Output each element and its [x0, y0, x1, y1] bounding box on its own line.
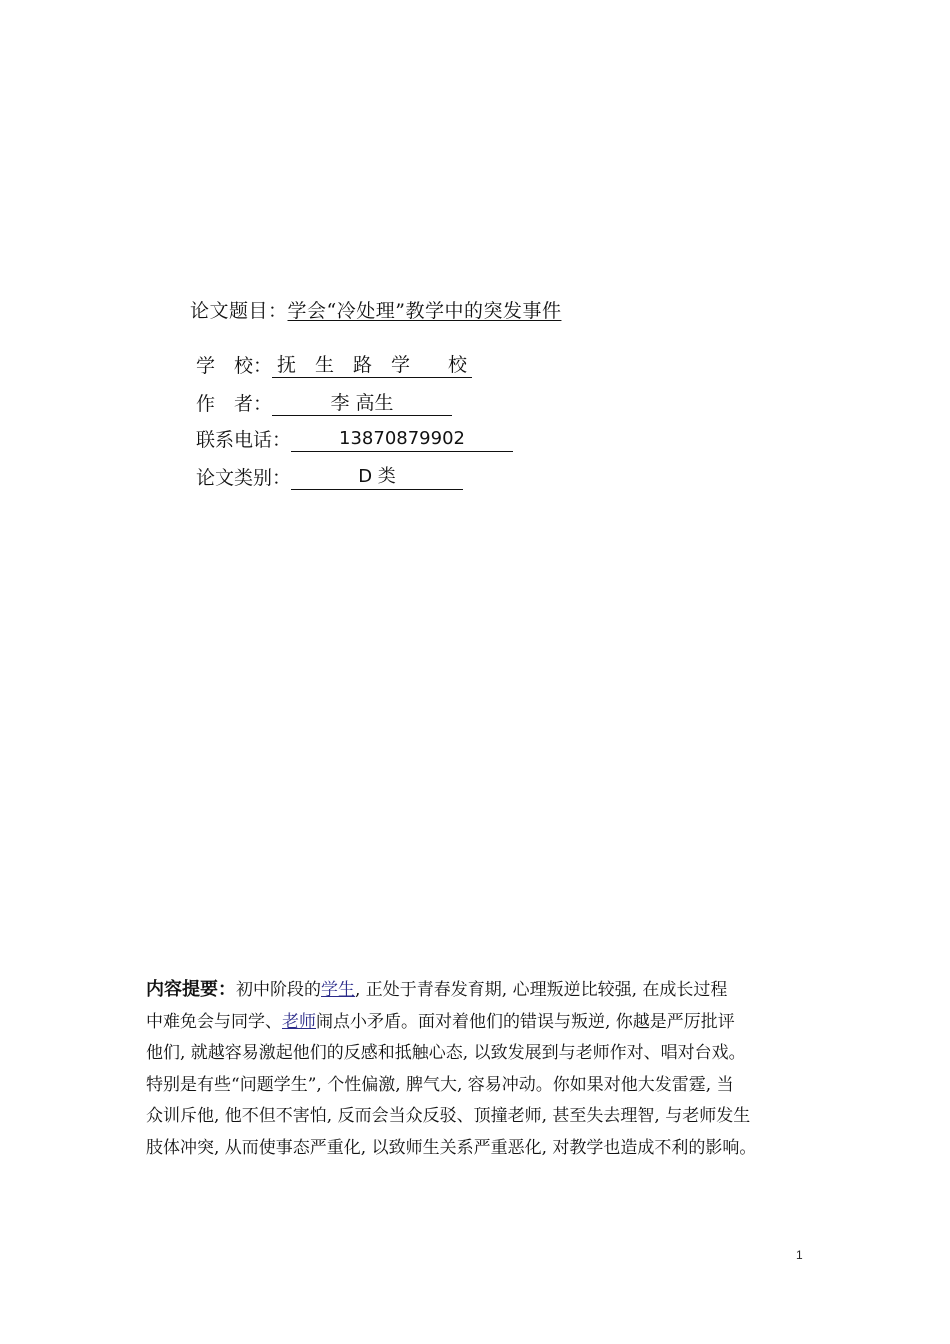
phone-label: 联系电话： — [196, 429, 292, 451]
category-value: D 类 — [291, 466, 463, 490]
author-label: 作 者： — [196, 393, 273, 415]
teacher-link[interactable]: 老师 — [282, 1011, 316, 1032]
school-value: 抚 生 路 学 校 — [272, 354, 472, 378]
abstract-text: 闹点小矛盾。面对着他们的错误与叛逆, 你越是严厉批评 — [316, 1011, 735, 1032]
school-label: 学 校： — [196, 355, 273, 377]
abstract-line-4: 特别是有些“问题学生”, 个性偏激, 脾气大, 容易冲动。你如果对他大发雷霆, 当 — [146, 1074, 734, 1095]
abstract-text: , 正处于青春发育期, 心理叛逆比较强, 在成长过程 — [355, 980, 728, 1000]
abstract-line-5: 众训斥他, 他不但不害怕, 反而会当众反驳、顶撞老师, 甚至失去理智, 与老师发生 — [146, 1106, 751, 1126]
page-number: 1 — [796, 1248, 803, 1262]
abstract-label: 内容提要： — [146, 979, 236, 1000]
author-row — [196, 390, 452, 416]
abstract-text: 中难免会与同学、 — [146, 1011, 282, 1032]
student-link[interactable]: 学生 — [321, 980, 355, 1000]
abstract-line-1 — [146, 974, 818, 1007]
phone-value: 13870879902 — [291, 428, 513, 452]
abstract-line-6: 肢体冲突, 从而使事态严重化, 以致师生关系严重恶化, 对教学也造成不利的影响。 — [146, 1137, 757, 1158]
phone-row — [196, 426, 513, 452]
author-value: 李 高生 — [272, 392, 452, 416]
page-title — [190, 296, 561, 323]
abstract-line-3: 他们, 就越容易激起他们的反感和抵触心态, 以致发展到与老师作对、唱对台戏。 — [146, 1043, 746, 1063]
category-label: 论文类别： — [196, 467, 292, 489]
abstract-text: 初中阶段的 — [236, 980, 321, 1000]
title-label: 论文题目： — [190, 300, 288, 322]
abstract-line-2 — [146, 1007, 818, 1039]
school-row — [196, 352, 472, 378]
title-text: 学会“冷处理”教学中的突发事件 — [287, 300, 562, 322]
category-row — [196, 464, 463, 490]
abstract — [146, 974, 818, 1164]
